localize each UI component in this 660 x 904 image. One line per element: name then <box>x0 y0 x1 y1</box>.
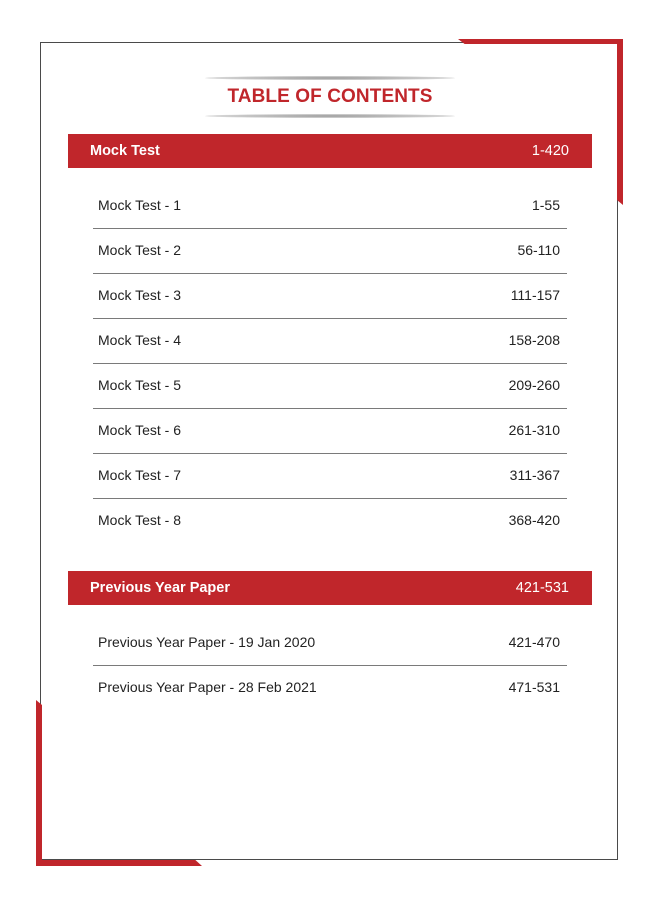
toc-entry-mock-test-4[interactable] <box>93 319 567 364</box>
section-header-mock-test[interactable] <box>68 134 592 168</box>
title-banner <box>205 74 455 120</box>
entry-label: Mock Test - 7 <box>98 467 181 483</box>
entry-page-range: 111-157 <box>510 287 560 303</box>
page-title: TABLE OF CONTENTS <box>227 86 433 107</box>
toc-entry-mock-test-3[interactable] <box>93 274 567 319</box>
entry-label: Mock Test - 5 <box>98 377 181 393</box>
entry-page-range: 209-260 <box>508 377 560 393</box>
entry-label: Previous Year Paper - 28 Feb 2021 <box>98 679 317 695</box>
entry-label: Mock Test - 1 <box>98 197 181 213</box>
section-title: Previous Year Paper <box>90 580 230 596</box>
entry-page-range: 311-367 <box>509 467 560 483</box>
entry-label: Mock Test - 4 <box>98 332 181 348</box>
entry-page-range: 421-470 <box>508 634 560 650</box>
section-header-previous-year-paper[interactable] <box>68 571 592 605</box>
section-title: Mock Test <box>90 143 160 159</box>
entry-page-range: 261-310 <box>508 422 560 438</box>
previous-year-paper-list <box>93 621 567 711</box>
mock-test-list <box>93 184 567 544</box>
entry-page-range: 368-420 <box>508 512 560 528</box>
corner-accent-top-right <box>458 39 623 44</box>
entry-label: Mock Test - 8 <box>98 512 181 528</box>
entry-page-range: 1-55 <box>531 197 560 213</box>
section-page-range: 1-420 <box>531 143 569 159</box>
section-page-range: 421-531 <box>515 580 569 596</box>
entry-page-range: 56-110 <box>517 242 560 258</box>
title-rule-bottom <box>205 114 455 118</box>
entry-page-range: 471-531 <box>508 679 560 695</box>
entry-label: Mock Test - 2 <box>98 242 181 258</box>
toc-entry-mock-test-8[interactable] <box>93 499 567 544</box>
corner-accent-left-bottom <box>36 700 42 865</box>
toc-entry-mock-test-1[interactable] <box>93 184 567 229</box>
entry-label: Previous Year Paper - 19 Jan 2020 <box>98 634 316 650</box>
toc-entry-pyp-28-feb-2021[interactable] <box>93 666 567 711</box>
entry-label: Mock Test - 6 <box>98 422 181 438</box>
toc-entry-mock-test-6[interactable] <box>93 409 567 454</box>
toc-entry-mock-test-2[interactable] <box>93 229 567 274</box>
toc-entry-mock-test-7[interactable] <box>93 454 567 499</box>
entry-page-range: 158-208 <box>508 332 560 348</box>
title-rule-top <box>205 76 455 80</box>
toc-entry-pyp-19-jan-2020[interactable] <box>93 621 567 666</box>
corner-accent-bottom-left <box>36 860 202 866</box>
corner-accent-right-top <box>617 39 623 205</box>
toc-entry-mock-test-5[interactable] <box>93 364 567 409</box>
entry-label: Mock Test - 3 <box>98 287 181 303</box>
